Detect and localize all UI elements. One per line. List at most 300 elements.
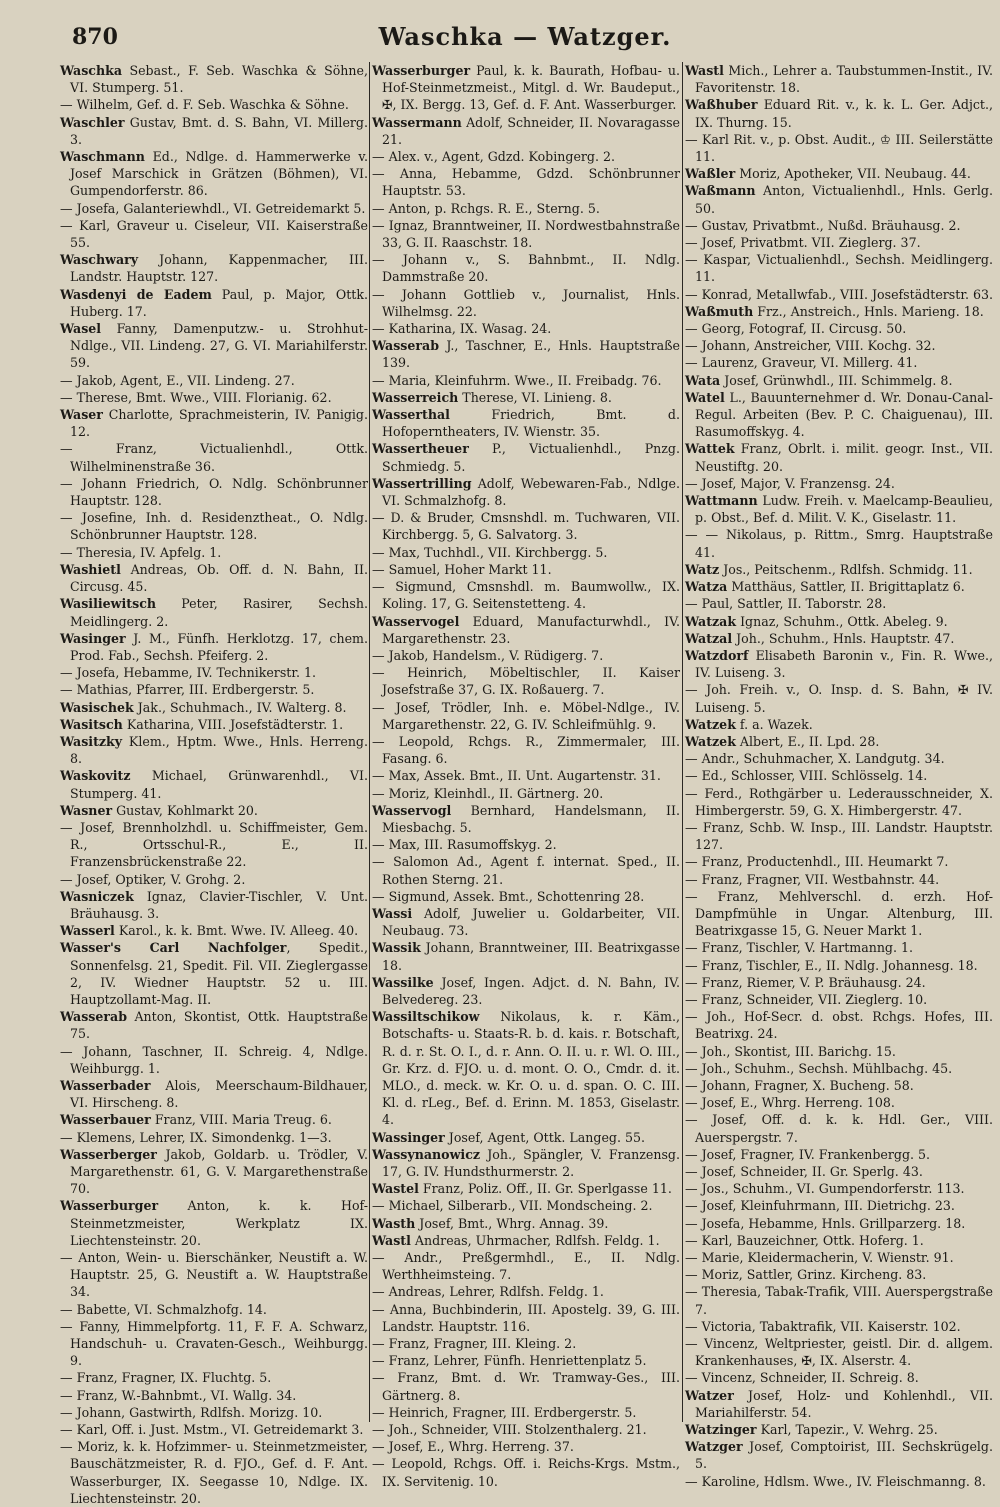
directory-entry (685, 767, 993, 784)
directory-entry (372, 1180, 680, 1197)
entry-details: — Franz, Bmt. d. Wr. Tramway-Ges., III. Gärtnerg. 8. (372, 1370, 680, 1403)
entry-details: — Wilhelm, Gef. d. F. Seb. Waschka & Söhne. (60, 97, 349, 113)
entry-details: — Josef, Off. d. k. k. Hdl. Ger., VIII. Auerspergstr. 7. (685, 1112, 993, 1145)
directory-entry (372, 939, 680, 973)
entry-details: — Michael, Silberarb., VII. Mondscheing. 2. (372, 1198, 653, 1214)
entry-details: — Johann, Fragner, X. Bucheng. 58. (685, 1077, 914, 1093)
directory-entry (60, 148, 368, 200)
directory-entry (372, 561, 680, 578)
directory-entry (685, 716, 993, 733)
entry-details: J., Taschner, E., Hnls. Hauptstraße 139. (382, 338, 680, 371)
directory-entry (372, 664, 680, 698)
entry-details: — Babette, VI. Schmalzhofg. 14. (60, 1301, 267, 1317)
directory-entry (372, 62, 680, 114)
entry-surname: Wasservogel (372, 613, 460, 629)
directory-entry (60, 1404, 368, 1421)
entry-details: — Johann Friedrich, O. Ndlg. Schönbrunner Hauptstr. 128. (60, 475, 368, 509)
entry-surname: Wata (685, 372, 721, 388)
entry-details: Alois, Meerschaum-Bildhauer, VI. Hirscheng. 8. (70, 1077, 368, 1111)
entry-details: Anton, Victualienhdl., Hnls. Gerlg. 50. (695, 183, 993, 216)
entry-surname: Waßmann (685, 183, 756, 199)
entry-surname: Wasserreich (372, 389, 459, 405)
entry-details: Josef, Holz- und Kohlenhdl., VII. Mariahilferstr. 54. (695, 1387, 993, 1420)
entry-surname: Wasner (60, 802, 113, 818)
directory-entry (685, 475, 993, 492)
entry-details: — Franz, Fragner, III. Kleing. 2. (372, 1336, 577, 1352)
entry-surname: Waßler (685, 166, 736, 182)
directory-entry (372, 509, 680, 543)
entry-details: — Johann, Taschner, II. Schreig. 4, Ndlge. Weihburgg. 1. (60, 1043, 368, 1076)
directory-entry (60, 888, 368, 922)
entry-details: Eduard Rit. v., k. k. L. Ger. Adjct., IX. Thurng. 15. (695, 97, 993, 130)
directory-entry (372, 647, 680, 664)
directory-entry (685, 733, 993, 750)
directory-entry (685, 1266, 993, 1283)
entry-details: — Karl, Off. i. Just. Mstm., VI. Getreidemarkt 3. (60, 1422, 364, 1438)
entry-details: Charlotte, Sprachmeisterin, IV. Panigig. 12. (70, 407, 368, 440)
directory-entry (685, 991, 993, 1008)
page-header (0, 0, 1000, 60)
entry-details: Josef, Ingen. Adjct. d. N. Bahn, IV. Belvedereg. 23. (382, 974, 680, 1007)
directory-entry (372, 200, 680, 217)
entry-details: — Moriz, Kleinhdl., II. Gärtnerg. 20. (372, 785, 604, 801)
entry-details: L., Bauunternehmer d. Wr. Donau-Canal-Regul. Arbeiten (Bev. P. C. Chaiguenau), III. Rasumoffskyg. 4. (695, 389, 993, 440)
directory-entry (372, 320, 680, 337)
entry-details: — Konrad, Metallwfab., VIII. Josefstädterstr. 63. (685, 286, 994, 302)
entry-details: — Klemens, Lehrer, IX. Simondenkg. 1—3. (60, 1129, 332, 1145)
directory-entry (60, 1318, 368, 1370)
directory-entry (60, 1008, 368, 1042)
entry-details: Klem., Hptm. Wwe., Hnls. Herreng. 8. (70, 733, 368, 767)
entry-details: — Franz, W.-Bahnbmt., VI. Wallg. 34. (60, 1387, 297, 1403)
entry-details: — Paul, Sattler, II. Taborstr. 28. (685, 596, 887, 612)
directory-entry (372, 613, 680, 647)
entry-surname: Wasischek (60, 699, 134, 715)
entry-details: Paul, p. Major, Ottk. Huberg. 17. (70, 286, 368, 319)
directory-entry (372, 1232, 680, 1249)
entry-details: — Leopold, Rchgs. Off. i. Reichs-Krgs. Mstm., IX. Servitenig. 10. (372, 1456, 680, 1489)
directory-entry (372, 544, 680, 561)
directory-entry (685, 354, 993, 371)
directory-entry (60, 1043, 368, 1077)
entry-details: Jak., Schuhmach., IV. Walterg. 8. (133, 699, 347, 715)
directory-entry (60, 1129, 368, 1146)
entry-details: — Karoline, Hdlsm. Wwe., IV. Fleischmanng. 8. (685, 1473, 986, 1489)
entry-details: — Josef, Fragner, IV. Frankenbergg. 5. (685, 1146, 931, 1162)
entry-details: — Franz, Riemer, V. P. Bräuhausg. 24. (685, 974, 926, 990)
directory-entry (685, 526, 993, 560)
directory-entry (372, 165, 680, 199)
entry-details: — Johann, Gastwirth, Rdlfsh. Morizg. 10. (60, 1404, 323, 1420)
entry-details: — D. & Bruder, Cmsnshdl. m. Tuchwaren, VII. Kirchbergg. 5, G. Salvatorg. 3. (372, 510, 680, 543)
entry-surname: Wattek (685, 441, 735, 457)
page-title: Waschka — Watzger. (378, 22, 672, 51)
entry-details: Ed., Ndlge. d. Hammerwerke v. Josef Marschick in Grätzen (Böhmen), VI. Gumpendorferstr. 86. (70, 149, 368, 199)
entry-details: Moriz, Apotheker, VII. Neubaug. 44. (735, 166, 971, 182)
directory-entry (685, 681, 993, 715)
entry-details: — Ignaz, Branntweiner, II. Nordwestbahnstraße 33, G. II. Raaschstr. 18. (372, 217, 680, 251)
directory-entry (685, 337, 993, 354)
directory-entry (60, 1387, 368, 1404)
directory-entry (685, 1232, 993, 1249)
entry-surname: Wassilke (372, 974, 434, 990)
entry-surname: Watzger (685, 1439, 743, 1455)
entry-details: — Katharina, IX. Wasag. 24. (372, 321, 552, 337)
entry-details: Joh., Spängler, V. Franzensg. 17, G. IV. Hundsthurmerstr. 2. (382, 1146, 680, 1179)
entry-surname: Wassermann (372, 114, 462, 130)
entry-details: Adolf, Schneider, II. Novaragasse 21. (382, 114, 680, 147)
entry-surname: Waschwary (60, 252, 139, 268)
directory-entry (372, 1421, 680, 1438)
directory-entry (60, 1249, 368, 1301)
entry-details: Ignaz, Schuhm., Ottk. Abeleg. 9. (736, 613, 948, 629)
entry-surname: Wassinger (372, 1129, 445, 1145)
entry-details: — Victoria, Tabaktrafik, VII. Kaiserstr. 102. (685, 1318, 961, 1334)
directory-entry (60, 595, 368, 629)
directory-entry (60, 1369, 368, 1386)
entry-details: — Josefa, Hebamme, Hnls. Grillparzerg. 18. (685, 1215, 966, 1231)
entry-details: — Franz, Fragner, VII. Westbahnstr. 44. (685, 871, 940, 887)
directory-entry (685, 974, 993, 991)
entry-details: — Andreas, Lehrer, Rdlfsh. Feldg. 1. (372, 1284, 604, 1300)
entry-details: — Josef, E., Whrg. Herreng. 37. (372, 1439, 574, 1455)
directory-entry (60, 96, 368, 113)
entry-details: — — Nikolaus, p. Rittm., Smrg. Hauptstraße 41. (685, 527, 993, 560)
directory-entry (685, 389, 993, 441)
entry-details: — Andr., Schuhmacher, X. Landgutg. 34. (685, 751, 945, 767)
directory-entry (372, 1352, 680, 1369)
directory-entry (372, 1404, 680, 1421)
entry-details: — Sigmund, Assek. Bmt., Schottenring 28. (372, 888, 645, 904)
directory-entry (372, 1455, 680, 1489)
entry-details: — Anton, Wein- u. Bierschänker, Neustift a. W. Hauptstr. 25, G. Neustift a. W. Hauptstraße 34. (60, 1250, 368, 1300)
directory-entry (60, 1111, 368, 1128)
directory-entry (372, 785, 680, 802)
directory-entry (60, 1146, 368, 1198)
directory-entry (685, 1283, 993, 1317)
entry-details: — Andr., Preßgermhdl., E., II. Ndlg. Werthheimsteing. 7. (372, 1250, 680, 1283)
entry-surname: Wasniczek (60, 888, 134, 904)
directory-entry (372, 733, 680, 767)
directory-entry (372, 767, 680, 784)
directory-entry (372, 1215, 680, 1232)
directory-entry (685, 303, 993, 320)
entry-details: — Franz, Tischler, E., II. Ndlg. Johannesg. 18. (685, 957, 978, 973)
directory-entry (372, 286, 680, 320)
directory-entry (60, 114, 368, 148)
directory-entry (372, 372, 680, 389)
entry-details: Frz., Anstreich., Hnls. Marieng. 18. (753, 303, 984, 319)
entry-surname: Watz (685, 561, 720, 577)
directory-entry (372, 475, 680, 509)
entry-details: — Johann v., S. Bahnbmt., II. Ndlg. Dammstraße 20. (372, 252, 680, 285)
entry-details: Fanny, Damenputzw.- u. Strohhut-Ndlge., VII. Lindeng. 27, G. VI. Mariahilferstr. 59. (70, 321, 368, 371)
entry-surname: Wasitsch (60, 716, 123, 732)
entry-surname: Wastl (372, 1232, 411, 1248)
entry-surname: Watzdorf (685, 647, 749, 663)
directory-entry (685, 234, 993, 251)
directory-entry (685, 1146, 993, 1163)
directory-entry (685, 888, 993, 940)
entry-details: — Sigmund, Cmsnshdl. m. Baumwollw., IX. Koling. 17, G. Seitenstetteng. 4. (372, 579, 680, 612)
directory-entry (60, 1421, 368, 1438)
directory-entry (372, 251, 680, 285)
entry-details: — Josef, Schneider, II. Gr. Sperlg. 43. (685, 1164, 923, 1179)
directory-entry (60, 286, 368, 320)
directory-entry (372, 1335, 680, 1352)
directory-entry (685, 630, 993, 647)
entry-details: — Johann, Anstreicher, VIII. Kochg. 32. (685, 338, 936, 354)
directory-entry (60, 664, 368, 681)
entry-details: Bernhard, Handelsmann, II. Miesbachg. 5. (382, 802, 680, 835)
entry-surname: Watzek (685, 716, 736, 732)
entry-surname: Wasserburger (372, 63, 471, 78)
entry-surname: Wassiltschikow (372, 1009, 480, 1025)
entry-surname: Watzak (685, 613, 737, 629)
entry-surname: Wattmann (685, 493, 758, 509)
entry-details: — Vincenz, Schneider, II. Schreig. 8. (685, 1370, 919, 1386)
directory-entry (60, 716, 368, 733)
entry-details: — Karl Rit. v., p. Obst. Audit., ♔ III. Seilerstätte 11. (685, 131, 993, 165)
directory-entry (685, 578, 993, 595)
entry-details: Albert, E., II. Lpd. 28. (735, 733, 880, 749)
entry-details: Katharina, VIII. Josefstädterstr. 1. (122, 716, 344, 732)
entry-surname: Waschler (60, 114, 125, 130)
directory-entry (60, 440, 368, 474)
entry-details: — Josefine, Inh. d. Residenztheat., O. Ndlg. Schönbrunner Hauptstr. 128. (60, 510, 368, 543)
entry-details: J. M., Fünfh. Herklotzg. 17, chem. Prod. Fab., Sechsh. Pfeiferg. 2. (70, 630, 368, 663)
directory-entry (60, 200, 368, 217)
column-left (60, 62, 369, 1506)
entry-surname: Wassi (372, 905, 413, 921)
directory-entry (685, 957, 993, 974)
entry-details: — Franz, Tischler, V. Hartmanng. 1. (685, 940, 914, 956)
entry-surname: Watzal (685, 630, 733, 646)
entry-details: — Anna, Buchbinderin, III. Apostelg. 39, G. III. Landstr. Hauptstr. 116. (372, 1301, 680, 1334)
entry-details: — Alex. v., Agent, Gdzd. Kobingerg. 2. (372, 149, 615, 165)
directory-entry (60, 1077, 368, 1111)
entry-details: Matthäus, Sattler, II. Brigittaplatz 6. (727, 579, 965, 595)
entry-details: — Josef, Kleinfuhrmann, III. Dietrichg. 23. (685, 1198, 955, 1214)
directory-entry (60, 389, 368, 406)
directory-entry (60, 475, 368, 509)
entry-details: Joh., Schuhm., Hnls. Hauptstr. 47. (732, 630, 955, 646)
directory-entry (372, 114, 680, 148)
directory-entry (372, 440, 680, 474)
entry-details: , Spedit., Sonnenfelsg. 21, Spedit. Fil. VII. Zieglergasse 2, IV. Wiedner Hauptstr. 52 u. III. Hauptzollamt-Mag. II. (70, 940, 369, 1007)
entry-surname: Watel (685, 389, 725, 405)
entry-surname: Waschka (60, 63, 123, 78)
entry-surname: Waser (60, 407, 103, 423)
entry-details: Gustav, Kohlmarkt 20. (112, 802, 258, 818)
directory-entry (60, 767, 368, 801)
entry-details: — Joh. Freih. v., O. Insp. d. S. Bahn, ✠ IV. Luiseng. 5. (685, 682, 993, 715)
directory-entry (685, 217, 993, 234)
entry-details: Johann, Kappenmacher, III. Landstr. Hauptstr. 127. (70, 252, 368, 285)
entry-details: Eduard, Manufacturwhdl., IV. Margarethenstr. 23. (382, 613, 680, 646)
directory-entry (60, 819, 368, 871)
column-middle (372, 62, 680, 1489)
entry-details: Jakob, Goldarb. u. Trödler, V. Margarethenstr. 61, G. V. Margarethenstraße 70. (70, 1146, 368, 1197)
directory-entry (60, 1438, 368, 1507)
column-divider (369, 62, 370, 1422)
entry-details: Nikolaus, k. r. Käm., Botschafts- u. Staats-R. b. d. kais. r. Botschaft, R. d. r. St. O. I., d. r. Ann. O. II. u. r. Wl. O. III., Gr. Krz. d. FJO. u. d. mont. O. O., Cmdr. d. it. MLO., d. meck. w. Kr. O. u. d. span. O. C. III. Kl. d. rLeg., Bef. d. Erinn. M. 1853, Giselastr. 4. (382, 1009, 680, 1128)
entry-surname: Watza (685, 579, 728, 595)
directory-entry (685, 785, 993, 819)
directory-entry (372, 337, 680, 371)
entry-surname: Watzinger (685, 1422, 757, 1438)
entry-details: — Mathias, Pfarrer, III. Erdbergerstr. 5. (60, 682, 315, 698)
directory-entry (372, 578, 680, 612)
entry-details: Johann, Branntweiner, III. Beatrixgasse 18. (382, 940, 680, 973)
entry-surname: Wasserbauer (60, 1112, 151, 1128)
directory-entry (685, 1197, 993, 1214)
entry-surname: Wassynanowicz (372, 1146, 481, 1162)
entry-details: — Joh., Hof-Secr. d. obst. Rchgs. Hofes, III. Beatrixg. 24. (685, 1009, 993, 1042)
entry-details: — Josef, Major, V. Franzensg. 24. (685, 475, 895, 491)
entry-details: — Josef, Privatbmt. VII. Zieglerg. 37. (685, 235, 921, 251)
entry-details: — Jakob, Handelsm., V. Rüdigerg. 7. (372, 647, 604, 663)
entry-details: Karl, Tapezir., V. Wehrg. 25. (756, 1422, 938, 1438)
directory-entry (60, 802, 368, 819)
directory-entry (60, 699, 368, 716)
entry-details: — Moriz, k. k. Hofzimmer- u. Steinmetzmeister, Bauschätzmeister, R. d. FJO., Gef. d. F. Ant. Wasserburger, IX. Seegasse 10, Ndlge. IX. Liechtensteinstr. 20. (60, 1439, 368, 1506)
directory-entry (372, 1301, 680, 1335)
entry-surname: Wasth (372, 1215, 416, 1231)
entry-surname: Waskovitz (60, 768, 131, 784)
entry-details: — Gustav, Privatbmt., Nußd. Bräuhausg. 2. (685, 217, 961, 233)
entry-details: — Karl, Bauzeichner, Ottk. Hoferg. 1. (685, 1232, 924, 1248)
directory-entry (60, 251, 368, 285)
directory-entry (685, 647, 993, 681)
entry-details: — Leopold, Rchgs. R., Zimmermaler, III. Fasang. 6. (372, 733, 680, 767)
directory-entry (685, 165, 993, 182)
entry-details: — Franz, Mehlverschl. d. erzh. Hof-Dampfmühle in Ungar. Altenburg, III. Beatrixgasse 15, G. Neuer Markt 1. (685, 888, 993, 939)
directory-entry (60, 871, 368, 888)
directory-entry (372, 1197, 680, 1214)
entry-details: — Josefa, Galanteriewhdl., VI. Getreidemarkt 5. (60, 200, 366, 216)
directory-entry (685, 939, 993, 956)
entry-details: Therese, VI. Linieng. 8. (458, 389, 612, 405)
directory-entry (372, 853, 680, 887)
entry-details: — Maria, Kleinfuhrm. Wwe., II. Freibadg. 76. (372, 372, 662, 388)
directory-entry (60, 509, 368, 543)
entry-details: — Josef, Trödler, Inh. e. Möbel-Ndlge., IV. Margarethenstr. 22, G. IV. Schleifmühlg. 9. (372, 699, 680, 732)
directory-entry (685, 1077, 993, 1094)
entry-details: Adolf, Webewaren-Fab., Ndlge. VI. Schmalzhofg. 8. (382, 475, 680, 509)
entry-details: Anton, k. k. Hof-Steinmetzmeister, Werkplatz IX. Liechtensteinstr. 20. (70, 1198, 368, 1248)
entry-details: — Franz, Victualienhdl., Ottk. Wilhelminenstraße 36. (60, 441, 368, 474)
column-divider (682, 62, 683, 1422)
directory-entry (372, 1249, 680, 1283)
directory-entry (60, 630, 368, 664)
directory-entry (685, 1249, 993, 1266)
entry-surname: Wasserab (60, 1009, 128, 1025)
directory-entry (372, 1283, 680, 1300)
entry-surname: Waßhuber (685, 97, 758, 113)
directory-entry (685, 286, 993, 303)
entry-surname: Wasserthal (372, 407, 450, 423)
entry-surname: Wassik (372, 940, 421, 956)
entry-details: — Laurenz, Graveur, VI. Millerg. 41. (685, 355, 918, 371)
directory-entry (372, 905, 680, 939)
directory-entry (60, 544, 368, 561)
directory-entry (685, 613, 993, 630)
directory-entry (685, 871, 993, 888)
entry-surname: Wasserburger (60, 1198, 159, 1214)
entry-surname: Wasel (60, 321, 102, 337)
directory-entry (372, 1129, 680, 1146)
entry-details: Josef, Grünwhdl., III. Schimmelg. 8. (720, 372, 953, 388)
entry-details: — Heinrich, Möbeltischler, II. Kaiser Josefstraße 37, G. IX. Roßauerg. 7. (372, 665, 680, 698)
directory-entry (60, 561, 368, 595)
directory-entry (685, 320, 993, 337)
directory-entry (685, 372, 993, 389)
entry-surname: Wassertrilling (372, 475, 472, 491)
entry-surname: Wasiliewitsch (60, 596, 157, 612)
entry-details: — Moriz, Sattler, Grinz. Kircheng. 83. (685, 1267, 927, 1283)
entry-details: — Max, III. Rasumoffskyg. 2. (372, 837, 557, 853)
directory-entry (685, 595, 993, 612)
directory-entry (685, 492, 993, 526)
entry-details: — Jakob, Agent, E., VII. Lindeng. 27. (60, 372, 295, 388)
entry-details: — Therese, Bmt. Wwe., VIII. Florianig. 62. (60, 389, 332, 405)
entry-details: — Samuel, Hoher Markt 11. (372, 561, 552, 577)
entry-details: — Theresia, Tabak-Trafik, VIII. Auerspergstraße 7. (685, 1284, 993, 1317)
directory-entry (685, 1335, 993, 1369)
entry-surname: Wasserab (372, 338, 440, 354)
entry-surname: Wasinger (60, 630, 126, 646)
directory-entry (685, 1421, 993, 1438)
entry-details: — Josefa, Hebamme, IV. Technikerstr. 1. (60, 665, 317, 681)
entry-details: — Joh., Skontist, III. Barichg. 15. (685, 1043, 896, 1059)
entry-details: — Franz, Productenhdl., III. Heumarkt 7. (685, 854, 949, 870)
entry-details: — Franz, Fragner, IX. Fluchtg. 5. (60, 1370, 272, 1386)
directory-entry (60, 733, 368, 767)
entry-surname: Wasser's Carl Nachfolger (60, 940, 287, 956)
entry-details: Ignaz, Clavier-Tischler, V. Unt. Bräuhausg. 3. (70, 888, 368, 921)
entry-details: Anton, Skontist, Ottk. Hauptstraße 75. (70, 1009, 368, 1042)
directory-entry (372, 217, 680, 251)
entry-details: — Max, Tuchhdl., VII. Kirchbergg. 5. (372, 544, 608, 560)
entry-details: — Karl, Graveur u. Ciseleur, VII. Kaiserstraße 55. (60, 217, 368, 251)
entry-details: — Josef, Optiker, V. Grohg. 2. (60, 871, 246, 887)
entry-details: — Heinrich, Fragner, III. Erdbergerstr. 5. (372, 1404, 637, 1420)
directory-entry (685, 131, 993, 165)
entry-details: Franz, Poliz. Off., II. Gr. Sperlgasse 11. (418, 1181, 672, 1197)
entry-details: Josef, Agent, Ottk. Langeg. 55. (444, 1129, 646, 1145)
directory-entry (685, 561, 993, 578)
directory-entry (372, 1438, 680, 1455)
entry-surname: Wasservogl (372, 802, 452, 818)
directory-entry (685, 1473, 993, 1490)
directory-entry (372, 802, 680, 836)
directory-entry (372, 974, 680, 1008)
entry-surname: Wasdenyi de Eadem (60, 286, 212, 302)
directory-entry (372, 1369, 680, 1403)
entry-details: — Anna, Hebamme, Gdzd. Schönbrunner Hauptstr. 53. (372, 166, 680, 199)
entry-surname: Waßmuth (685, 303, 754, 319)
page-number: 870 (72, 24, 118, 50)
entry-surname: Wasserbader (60, 1077, 151, 1093)
directory-entry (685, 251, 993, 285)
directory-entry (60, 1301, 368, 1318)
entry-surname: Waschmann (60, 149, 145, 165)
entry-details: Michael, Grünwarenhdl., VI. Stumperg. 41. (70, 768, 368, 801)
entry-details: — Vincenz, Weltpriester, geistl. Dir. d. allgem. Krankenhauses, ✠, IX. Alserstr. 4. (685, 1336, 993, 1369)
directory-entry (685, 182, 993, 216)
entry-details: — Josef, Brennholzhdl. u. Schiffmeister, Gem. R., Ortsschul-R., E., II. Franzensbrückenstraße 22. (60, 819, 368, 870)
